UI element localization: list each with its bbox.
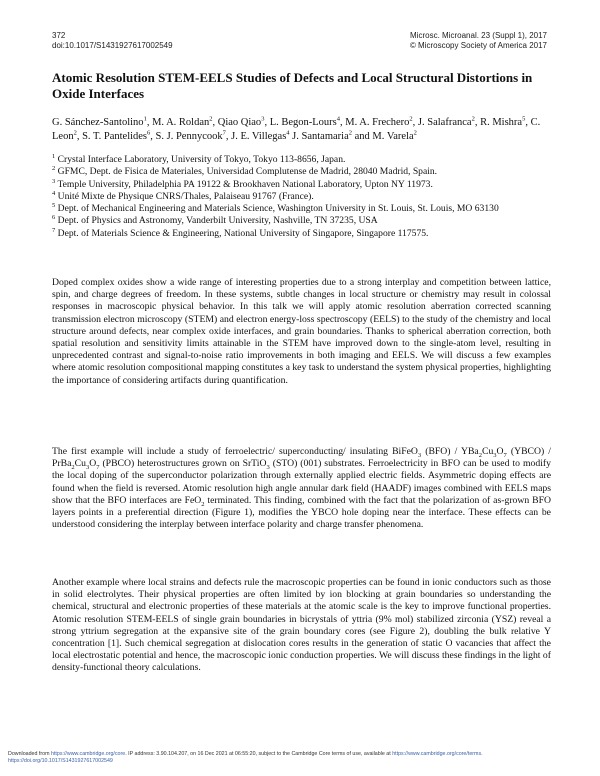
author-affiliation-marker: 4: [286, 129, 290, 137]
author-affiliation-marker: 3: [261, 115, 265, 123]
affiliation-item: [52, 203, 552, 215]
author-name: M. A. Frechero: [345, 117, 410, 128]
author-name: S. T. Pantelides: [82, 131, 148, 142]
affiliation-number: 4: [52, 189, 56, 197]
terms-link[interactable]: https://www.cambridge.org/core/terms: [392, 751, 482, 757]
affiliation-number: 5: [52, 202, 56, 209]
affiliation-text: Dept. of Mechanical Engineering and Materials Science, Washington University in St. Louis, St. Louis, MO 63130: [57, 203, 499, 215]
author-affiliation-marker: 2: [73, 129, 77, 137]
affiliation-number: 7: [52, 226, 56, 234]
author-affiliation-marker: 5: [522, 115, 526, 123]
author-name: G. Sánchez-Santolino: [52, 117, 144, 128]
affiliation-text: GFMC, Dept. de Fisica de Materiales, Universidad Complutense de Madrid, 28040 Madrid, Spain.: [57, 166, 438, 178]
affiliation-number: 6: [52, 214, 56, 222]
body-paragraph-3: Another example where local strains and defects rule the macroscopic properties can be found in ionic conductors such as those in solid electrolytes. Their physical properties are often limited by ion blocking at grain boundaries so understanding the chemical, structural and electronic properties of these materials at the atomic scale is the key to improve functional properties. Atomic resolution STEM-EELS of single grain boundaries in bicrystals of yttria (9% mol) stabilized zirconia (YSZ) reveal a strong yttrium segregation at the expansive site of the grain boundary cores (see Figure 2), doubling the bulk relative Y concentration [1]. Such chemical segregation at dislocation cores results in the generation of static O vacancies that affect the local electrostatic potential and hence, the macroscopic ionic conduction properties. We will discuss these findings in the light of density-functional theory calculations.: [52, 577, 551, 674]
author-name: Qiao Qiao: [217, 117, 262, 128]
author-list: G. Sánchez-Santolino$^1$, M. A. Roldan$^2$, Qiao Qiao$^3$, L. Begon-Lours$^4$, M. A. Frechero$^2$, J. Salafranca$^2$, R. Mishra$^5$, C. Leon$^2$, S. T. Pantelides$^6$, S. J. Pennycook$^7$, J. E. Villegas$^4$ J. Santamaria$^2$ and M. Varela$^2$: [52, 115, 541, 142]
author-name: J. Santamaria: [292, 131, 349, 142]
affiliation-text: Dept. of Physics and Astronomy, Vanderbilt University, Nashville, TN 37235, USA: [57, 215, 378, 227]
copyright: © Microscopy Society of America 2017: [409, 41, 547, 50]
journal-citation: Microsc. Microanal. 23 (Suppl 1), 2017: [410, 31, 547, 40]
author-name: C. Leon: [52, 117, 541, 142]
body-paragraph-2: The first example will include a study of ferroelectric/ superconducting/ insulating BiFeO$_3$ $(BFO) / YBa_2Cu_3O_7$ (YBCO) / $PrBa_2Cu_3O_7$ (PBCO) heterostructures grown on SrTiO$_3$ (STO) (001) substrates. Ferroelectricity in BFO can be used to modify the local doping of the superconductor polarization through externally applied electric fields. Asymmetric doping effects are found when the field is reversed. Atomic resolution high angle annular dark field (HAADF) images combined with EELS maps show that the BFO interfaces are FeO$_2$ terminated. This finding, combined with the fact that the polarization of as-grown BFO layers points in a preferential direction (Figure 1), modifies the YBCO hole doping near the interface. These effects can be understood considering the interplay between interface polarity and charge transfer phenomena.: [52, 446, 551, 531]
affiliation-item: [52, 215, 552, 227]
author-affiliation-marker: 4: [336, 115, 341, 123]
author-affiliation-marker: 2: [209, 115, 213, 123]
affiliation-list: [52, 154, 552, 240]
paper-title: Atomic Resolution STEM-EELS Studies of Defects and Local Structural Distortions in Oxide Interfaces: [52, 70, 533, 101]
author-name: M. Varela: [372, 131, 414, 142]
author-name: S. J. Pennycook: [155, 131, 223, 142]
author-affiliation-marker: 7: [222, 129, 226, 137]
affiliation-text: Dept. of Materials Science & Engineering, National University of Singapore, Singapore 117575.: [57, 227, 429, 239]
doi-link[interactable]: https://doi.org/10.1017/S1431927617002549: [8, 758, 113, 764]
author-affiliation-marker: 1: [143, 115, 147, 123]
affiliation-item: [52, 154, 552, 166]
affiliation-item: [52, 179, 552, 191]
running-header-right: [410, 31, 547, 51]
author-affiliation-marker: 2: [471, 115, 475, 123]
affiliation-number: 3: [52, 177, 56, 185]
author-name: R. Mishra: [480, 117, 523, 128]
affiliation-item: [52, 191, 552, 203]
author-name: M. A. Roldan: [152, 117, 210, 128]
author-affiliation-marker: 2: [413, 129, 417, 137]
affiliation-text: Unité Mixte de Physique CNRS/Thales, Palaiseau 91767 (France).: [57, 190, 314, 202]
author-affiliation-marker: 6: [147, 129, 151, 137]
author-name: L. Begon-Lours: [269, 117, 337, 128]
body-paragraph-1: Doped complex oxides show a wide range of interesting properties due to a strong interplay and competition between lattice, spin, and charge degrees of freedom. In these systems, subtle changes in local structure or chemistry may result in colossal responses in macroscopic physical behavior. In this talk we will apply atomic resolution aberration corrected scanning transmission electron microscopy (STEM) and electron energy-loss spectroscopy (EELS) to the study of the chemistry and local structure around defects, near complex oxide interfaces, and grain boundaries. Thanks to spherical aberration correction, both spatial resolution and sensitivity limits attainable in the STEM have improved down to the single-atom level, resulting in unprecedented contrast and signal-to-noise ratio improvements in both imaging and EELS. We will discuss a few examples where atomic resolution compositional mapping constitutes a key task to understand the system physical properties, highlighting the importance of considering artifacts during quantification.: [52, 277, 551, 386]
doi: doi:10.1017/S1431927617002549: [52, 41, 173, 50]
affiliation-text: Temple University, Philadelphia PA 19122 & Brookhaven National Laboratory, Upton NY 11973.: [57, 178, 433, 190]
author-name: J. Salafranca: [417, 117, 472, 128]
core-link[interactable]: https://www.cambridge.org/core: [51, 751, 126, 757]
running-header-left: [52, 31, 173, 51]
download-footer: Downloaded from https://www.cambridge.org/core. IP address: 3.90.104.207, on 16 Dec 2021 at 06:55:20, subject to the Cambridge Core terms of use, available at https://www.cambridge.org/core/terms. https://doi.org/10.1017/S1431927617002549: [8, 751, 483, 764]
affiliation-number: 1: [52, 152, 56, 160]
affiliation-item: [52, 166, 552, 178]
affiliation-number: 2: [52, 165, 56, 173]
affiliation-text: Crystal Interface Laboratory, University of Tokyo, Tokyo 113-8656, Japan.: [57, 154, 346, 165]
page-number: 372: [52, 31, 66, 40]
author-affiliation-marker: 2: [409, 115, 413, 123]
author-name: J. E. Villegas: [231, 131, 287, 142]
affiliation-item: [52, 228, 552, 240]
author-affiliation-marker: 2: [348, 129, 352, 137]
